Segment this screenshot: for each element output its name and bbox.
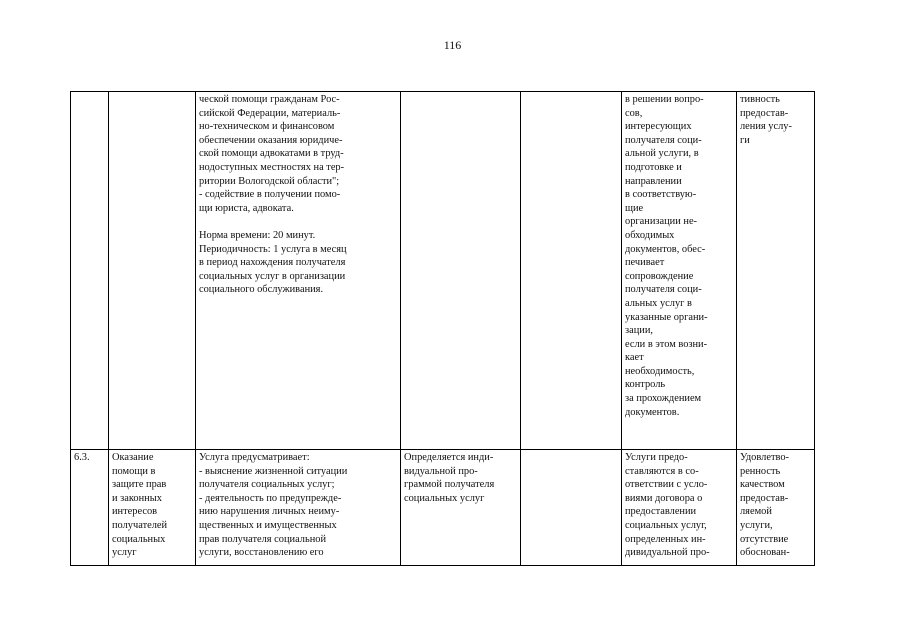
cell-service-name	[109, 92, 196, 450]
cell-text: Определяется инди- видуальной про- граммой получателя социальных услуг	[404, 452, 495, 504]
cell-text: Услуги предо- ставляются в со- ответствии с усло- виями договора о предоставлении социальных услуг, определенных ин- дивидуальной про-	[625, 452, 710, 559]
cell-text: Услуга предусматривает: - выяснение жизненной ситуации получателя социальных услуг; - деятельность по предупрежде- нию нарушения личных неиму- щественных и имущественных прав получателя социальной услуги, восстановлению его	[199, 452, 348, 559]
cell-term	[521, 450, 622, 566]
cell-quality	[737, 450, 815, 566]
cell-text: Удовлетво- ренность качеством предостав- ляемой услуги, отсутствие обоснован-	[740, 452, 790, 559]
cell-text: Оказание помощи в защите прав и законных интересов получателей социальных услуг	[112, 452, 168, 559]
cell-volume	[401, 92, 521, 450]
cell-number	[71, 450, 109, 566]
cell-quality	[737, 92, 815, 450]
cell-description	[196, 92, 401, 450]
cell-conditions	[622, 92, 737, 450]
cell-description	[196, 450, 401, 566]
cell-text: в решении вопро- сов, интересующих получателя соци- альной услуги, в подготовке и направлении в соответствую- щие организации не- обходимых документов, обес- печивает сопровождение получателя соци- альных услуг в указанные органи- зации, если в этом возни- кает необходимость, контроль за прохождением документов.	[625, 94, 708, 418]
cell-text: 6.3.	[74, 452, 90, 463]
page-number: 116	[443, 38, 462, 52]
cell-number	[71, 92, 109, 450]
services-table	[70, 91, 815, 566]
cell-text: ческой помощи гражданам Рос- сийской Федерации, материаль- но-техническом и финансовом обеспечении оказания юридиче- ской помощи адвокатами в труд- нодоступных местностях на тер- ритории Вологодской области"; - содействие в получении помо- щи юриста, адвоката. Норма времени: 20 минут. Периодичность: 1 услуга в месяц в период нахождения получателя социальных услуг в организации социального обслуживания.	[199, 94, 347, 296]
table-row	[71, 92, 815, 450]
cell-text: тивность предостав- ления услу- ги	[740, 94, 792, 146]
cell-term	[521, 92, 622, 450]
cell-conditions	[622, 450, 737, 566]
table-row	[71, 450, 815, 566]
cell-service-name	[109, 450, 196, 566]
cell-volume	[401, 450, 521, 566]
